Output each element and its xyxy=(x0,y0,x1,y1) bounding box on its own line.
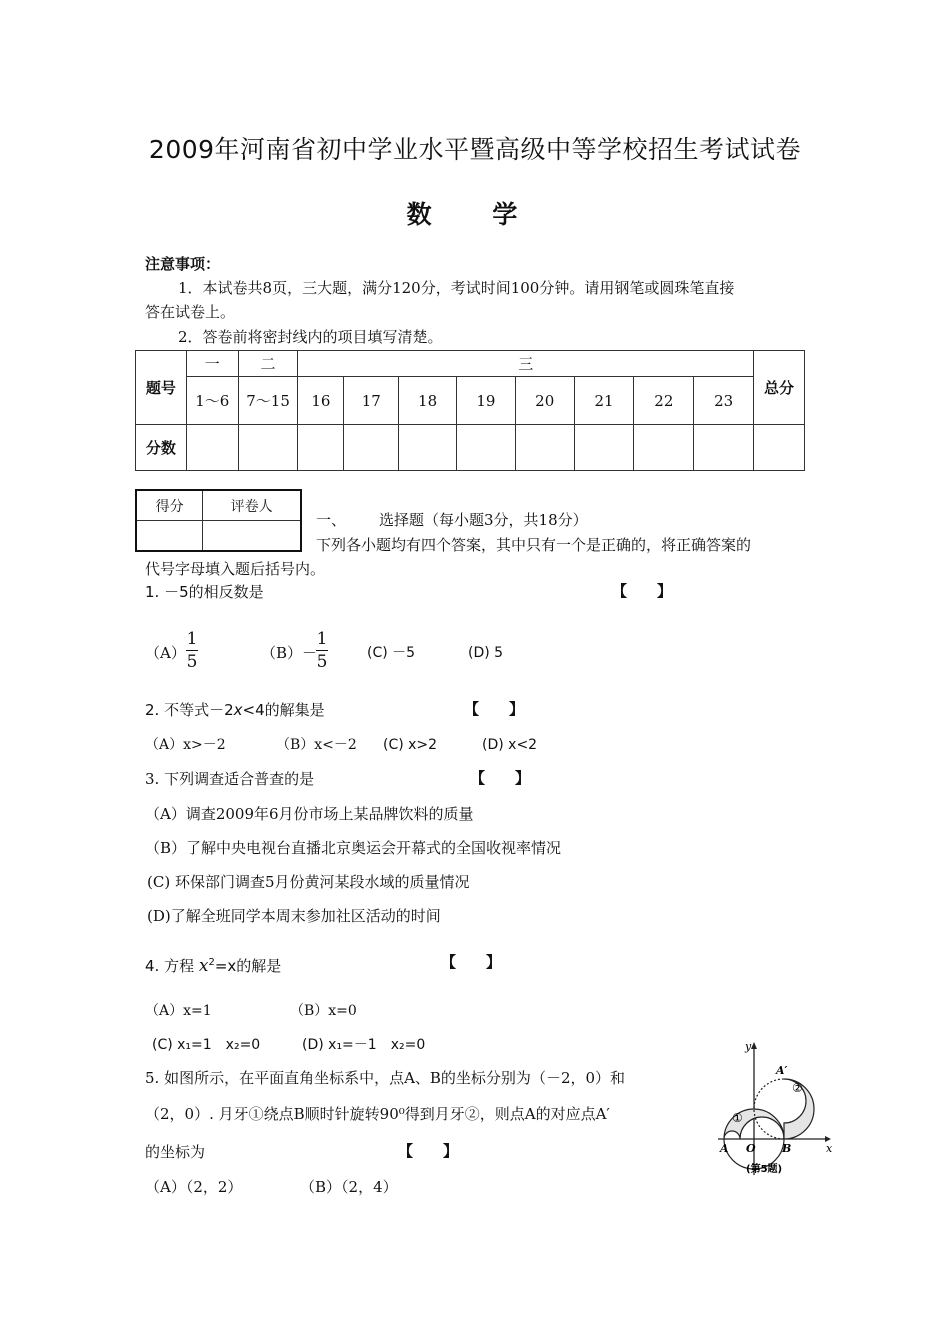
q2-stem-post: <4的解集是 xyxy=(242,701,325,719)
q4-option-c: (C) x₁=1 x₂=0 xyxy=(152,1037,261,1053)
q3-option-a: （A）调查2009年6月份市场上某品牌饮料的质量 xyxy=(145,805,474,823)
score-cell[interactable] xyxy=(694,425,754,471)
section-instructions-cont: 代号字母填入题后括号内。 xyxy=(145,560,326,578)
section-number: 一、 xyxy=(316,511,347,529)
q5-line-1: 5. 如图所示，在平面直角坐标系中，点A、B的坐标分别为（－2，0）和 xyxy=(145,1069,626,1087)
figure-caption: (第5题) xyxy=(746,1164,783,1175)
q2-option-c: (C) x>2 xyxy=(383,737,438,753)
exam-title: 2009年河南省初中学业水平暨高级中等学校招生考试试卷 xyxy=(148,135,802,164)
q1-option-c: (C) －5 xyxy=(367,645,416,661)
numerator: 1 xyxy=(186,629,198,649)
q5-figure xyxy=(716,1040,838,1180)
x-label: x xyxy=(826,1142,833,1155)
q5-answer-bracket[interactable]: 【 】 xyxy=(398,1142,459,1160)
score-cell[interactable] xyxy=(399,425,457,471)
section-3-header: 三 xyxy=(298,351,754,377)
numerator: 1 xyxy=(316,629,328,649)
question-col: 21 xyxy=(574,377,634,425)
grader-name-cell[interactable] xyxy=(203,521,301,552)
denominator: 5 xyxy=(316,652,328,672)
q1-option-b-label: （B）－ xyxy=(261,644,318,662)
question-col: 18 xyxy=(399,377,457,425)
score-cell[interactable] xyxy=(457,425,516,471)
score-row-label: 分数 xyxy=(136,425,187,471)
q4-sup: 2 xyxy=(208,957,215,968)
question-col: 17 xyxy=(344,377,399,425)
q4-option-a: （A）x=1 xyxy=(145,1003,212,1019)
grader-name-label: 评卷人 xyxy=(203,490,301,521)
q5-option-b: （B）（2，4） xyxy=(300,1178,398,1196)
o-label: O xyxy=(746,1142,756,1155)
score-cell[interactable] xyxy=(574,425,634,471)
score-cell[interactable] xyxy=(298,425,344,471)
score-cell[interactable] xyxy=(515,425,574,471)
grader-score-label: 得分 xyxy=(136,490,203,521)
section-2-header: 二 xyxy=(238,351,298,377)
grader-score-cell[interactable] xyxy=(136,521,203,552)
q1-option-d: (D) 5 xyxy=(468,645,504,661)
q4-stem-pre: 4. 方程 xyxy=(145,957,195,975)
notes-item-2: 2．答卷前将密封线内的项目填写清楚。 xyxy=(178,328,443,346)
question-col: 19 xyxy=(457,377,516,425)
moon-1-label: ① xyxy=(732,1111,743,1125)
q2-stem xyxy=(145,698,325,722)
q4-stem-post: =x的解是 xyxy=(214,957,282,975)
q4-option-d: (D) x₁=－1 x₂=0 xyxy=(302,1037,426,1053)
q2-option-a: （A）x>－2 xyxy=(145,737,226,753)
moon-2-label: ② xyxy=(792,1081,803,1095)
section-title: 选择题（每小题3分，共18分） xyxy=(379,511,588,529)
q2-answer-bracket[interactable]: 【 】 xyxy=(464,700,525,718)
denominator: 5 xyxy=(186,652,198,672)
q5-line-2: （2，0）. 月牙①绕点B顺时针旋转90⁰得到月牙②，则点A的对应点A′ xyxy=(145,1105,610,1123)
q3-option-d: (D)了解全班同学本周末参加社区活动的时间 xyxy=(147,907,441,925)
q2-stem-pre: 2. 不等式－2 xyxy=(145,701,234,719)
question-col: 7～15 xyxy=(238,377,298,425)
q4-var: x xyxy=(198,956,209,976)
q4-option-b: （B）x=0 xyxy=(290,1003,357,1019)
q1-option-a-fraction xyxy=(186,628,198,673)
q1-answer-bracket[interactable]: 【 】 xyxy=(612,582,673,600)
subject-title: 数 学 xyxy=(406,200,544,229)
q4-stem xyxy=(145,951,281,978)
section-1-header: 一 xyxy=(186,351,238,377)
a-label: A xyxy=(720,1142,729,1155)
y-label: y xyxy=(745,1040,752,1053)
notes-heading: 注意事项： xyxy=(145,255,221,273)
q-row-label: 题号 xyxy=(136,351,187,425)
score-cell[interactable] xyxy=(186,425,238,471)
q2-option-d: (D) x<2 xyxy=(482,737,538,753)
score-cell[interactable] xyxy=(634,425,694,471)
q1-option-a-label: （A） xyxy=(145,644,186,662)
question-col: 23 xyxy=(694,377,754,425)
q1-stem: 1. －5的相反数是 xyxy=(145,583,264,601)
q5-line-3: 的坐标为 xyxy=(145,1143,206,1161)
q2-option-b: （B）x<－2 xyxy=(276,737,357,753)
total-label: 总分 xyxy=(754,351,805,425)
section-instructions: 下列各小题均有四个答案，其中只有一个是正确的，将正确答案的 xyxy=(316,536,752,554)
score-table xyxy=(135,350,805,471)
q3-answer-bracket[interactable]: 【 】 xyxy=(470,769,531,787)
question-col: 20 xyxy=(515,377,574,425)
grader-table xyxy=(135,489,302,552)
score-cell[interactable] xyxy=(238,425,298,471)
notes-item-1: 1．本试卷共8页，三大题，满分120分，考试时间100分钟。请用钢笔或圆珠笔直接 xyxy=(178,279,735,297)
b-label: B xyxy=(782,1142,792,1155)
q5-option-a: （A）（2，2） xyxy=(145,1178,243,1196)
q3-option-c: (C) 环保部门调查5月份黄河某段水域的质量情况 xyxy=(147,873,470,891)
q3-option-b: （B）了解中央电视台直播北京奥运会开幕式的全国收视率情况 xyxy=(145,839,562,857)
notes-item-1-cont: 答在试卷上。 xyxy=(145,303,236,321)
question-col: 16 xyxy=(298,377,344,425)
q1-option-b-fraction xyxy=(316,628,328,673)
a-prime-label: A′ xyxy=(776,1064,788,1077)
question-col: 1～6 xyxy=(186,377,238,425)
q2-stem-var: x xyxy=(233,701,243,719)
q3-stem: 3. 下列调查适合普查的是 xyxy=(145,770,315,788)
y-axis-arrow-icon xyxy=(751,1042,757,1049)
question-col: 22 xyxy=(634,377,694,425)
q4-answer-bracket[interactable]: 【 】 xyxy=(441,953,502,971)
score-cell[interactable] xyxy=(754,425,805,471)
score-cell[interactable] xyxy=(344,425,399,471)
